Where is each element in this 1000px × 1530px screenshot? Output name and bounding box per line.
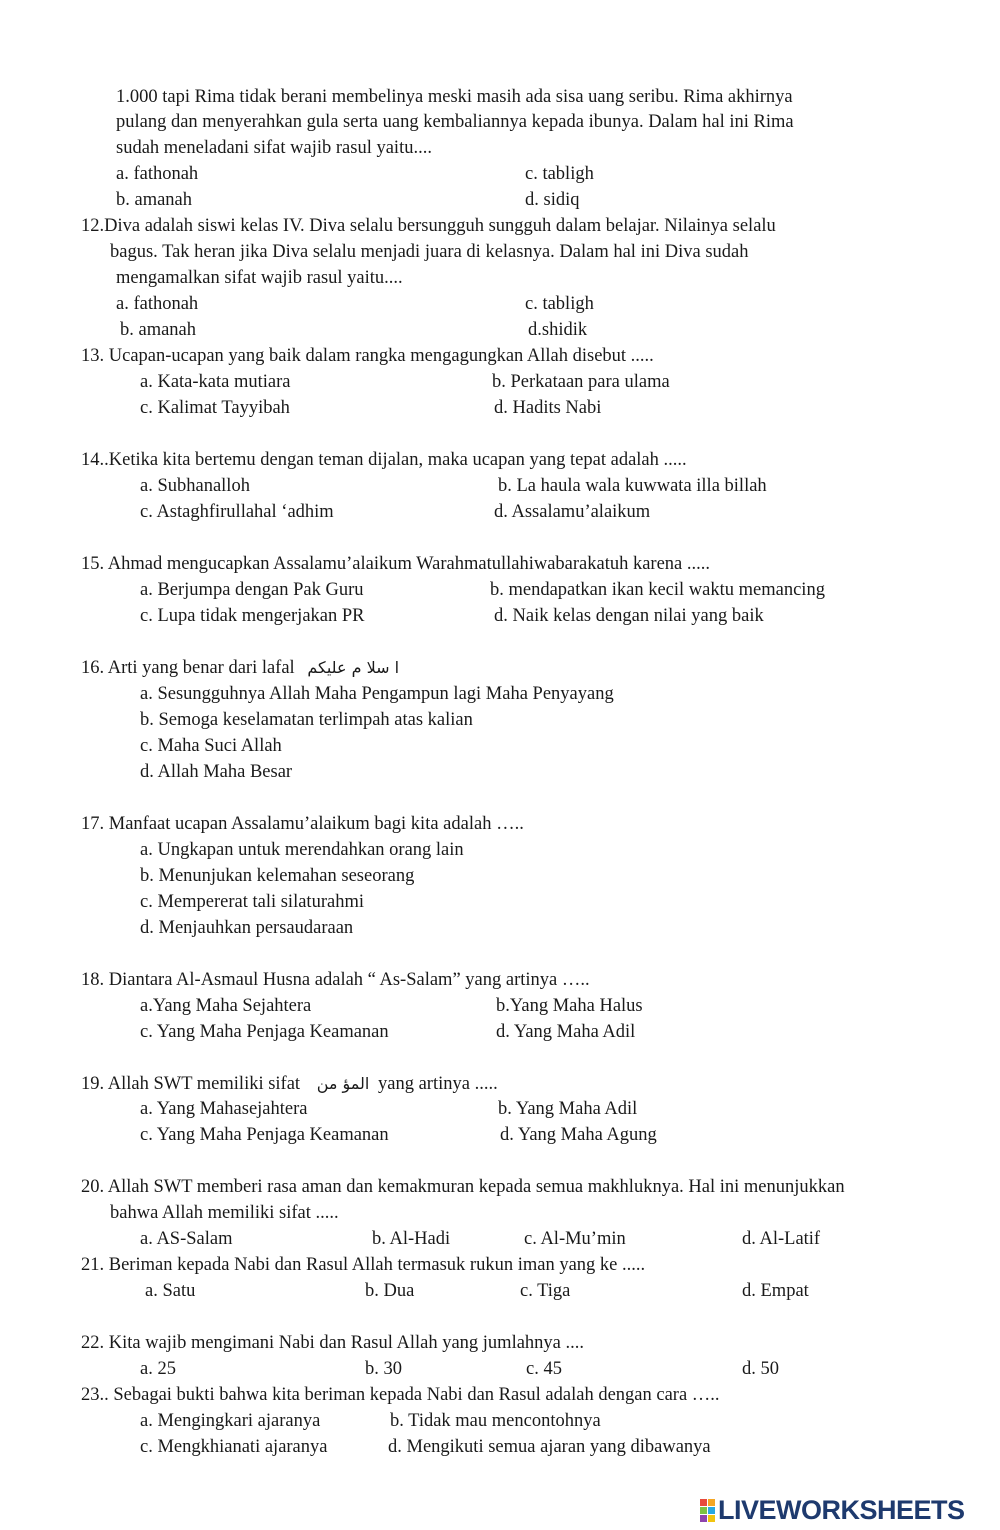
q17-option-b: b. Menunjukan kelemahan seseorang [140,866,415,886]
q11-option-b: b. amanah [116,190,193,210]
q22-option-b: b. 30 [365,1359,402,1379]
q17-option-a: a. Ungkapan untuk merendahkan orang lain [140,840,464,860]
q16-arabic-phrase: ا سلا م عليكم [307,658,400,677]
q19-option-d: d. Yang Maha Agung [500,1125,657,1145]
liveworksheets-brand-text: LIVEWORKSHEETS [718,1494,965,1525]
q17-option-d: d. Menjauhkan persaudaraan [140,918,354,938]
q22-option-a: a. 25 [140,1359,176,1379]
q16-stem [81,656,399,680]
q13-stem: 13. Ucapan-ucapan yang baik dalam rangka mengagungkan Allah disebut ..... [81,346,654,366]
q11-option-c: c. tabligh [525,164,594,184]
q11-option-a: a. fathonah [116,164,199,184]
q18-option-a: a.Yang Maha Sejahtera [140,996,312,1016]
q20-option-b: b. Al-Hadi [372,1229,451,1249]
q20-option-d: d. Al-Latif [742,1229,821,1249]
q16-option-d: d. Allah Maha Besar [140,762,293,782]
q14-option-b: b. La haula wala kuwwata illa billah [498,476,767,496]
q19-option-c: c. Yang Maha Penjaga Keamanan [140,1125,389,1145]
q20-option-c: c. Al-Mu’min [524,1229,626,1249]
q13-option-d: d. Hadits Nabi [494,398,602,418]
q14-stem: 14..Ketika kita bertemu dengan teman dijalan, maka ucapan yang tepat adalah ..... [81,450,687,470]
q11-line3: sudah meneladani sifat wajib rasul yaitu.... [116,138,432,158]
q22-option-d: d. 50 [742,1359,779,1379]
q13-option-a: a. Kata-kata mutiara [140,372,291,392]
q19-option-a: a. Yang Mahasejahtera [140,1099,308,1119]
q23-option-a: a. Mengingkari ajaranya [140,1411,321,1431]
q18-option-c: c. Yang Maha Penjaga Keamanan [140,1022,389,1042]
q14-option-c: c. Astaghfirullahal ‘adhim [140,502,334,522]
q19-arabic-word: المؤ من [316,1074,370,1093]
q22-stem: 22. Kita wajib mengimani Nabi dan Rasul Allah yang jumlahnya .... [81,1333,585,1353]
q16-option-c: c. Maha Suci Allah [140,736,282,756]
q18-stem: 18. Diantara Al-Asmaul Husna adalah “ As-Salam” yang artinya ….. [81,970,590,990]
q12-option-b: b. amanah [120,320,197,340]
liveworksheets-logo [700,1494,965,1526]
q15-option-b: b. mendapatkan ikan kecil waktu memancing [490,580,825,600]
q18-option-d: d. Yang Maha Adil [496,1022,636,1042]
q14-option-a: a. Subhanalloh [140,476,250,496]
q11-option-d: d. sidiq [525,190,580,210]
q21-option-d: d. Empat [742,1281,809,1301]
q21-option-a: a. Satu [145,1281,196,1301]
q21-option-b: b. Dua [365,1281,415,1301]
q12-line2: bagus. Tak heran jika Diva selalu menjadi juara di kelasnya. Dalam hal ini Diva sudah [110,242,749,262]
q12-option-c: c. tabligh [525,294,594,314]
q23-option-d: d. Mengikuti semua ajaran yang dibawanya [388,1437,711,1457]
q15-stem: 15. Ahmad mengucapkan Assalamu’alaikum Warahmatullahiwabarakatuh karena ..... [81,554,711,574]
q12-line3: mengamalkan sifat wajib rasul yaitu.... [116,268,403,288]
q16-option-b: b. Semoga keselamatan terlimpah atas kalian [140,710,473,730]
q17-option-c: c. Mempererat tali silaturahmi [140,892,364,912]
q12-line1: 12.Diva adalah siswi kelas IV. Diva selalu bersungguh sungguh dalam belajar. Nilainya selalu [81,216,776,236]
q19-stem [81,1072,498,1096]
q19-option-b: b. Yang Maha Adil [498,1099,638,1119]
liveworksheets-logo-icon [700,1499,715,1522]
q12-option-a: a. fathonah [116,294,199,314]
q19-stem-text: 19. Allah SWT memiliki sifat [81,1074,301,1094]
q15-option-a: a. Berjumpa dengan Pak Guru [140,580,364,600]
q13-option-b: b. Perkataan para ulama [492,372,670,392]
q14-option-d: d. Assalamu’alaikum [494,502,651,522]
q21-option-c: c. Tiga [520,1281,571,1301]
q12-option-d: d.shidik [528,320,588,340]
q21-stem: 21. Beriman kepada Nabi dan Rasul Allah termasuk rukun iman yang ke ..... [81,1255,646,1275]
q23-option-b: b. Tidak mau mencontohnya [390,1411,601,1431]
q20-line2: bahwa Allah memiliki sifat ..... [110,1203,339,1223]
q18-option-b: b.Yang Maha Halus [496,996,643,1016]
q17-stem: 17. Manfaat ucapan Assalamu’alaikum bagi kita adalah ….. [81,814,524,834]
q16-stem-text: 16. Arti yang benar dari lafal [81,658,295,678]
q13-option-c: c. Kalimat Tayyibah [140,398,290,418]
q11-line1: 1.000 tapi Rima tidak berani membelinya meski masih ada sisa uang seribu. Rima akhirnya [116,87,793,107]
q20-option-a: a. AS-Salam [140,1229,233,1249]
q15-option-c: c. Lupa tidak mengerjakan PR [140,606,365,626]
q16-option-a: a. Sesungguhnya Allah Maha Pengampun lagi Maha Penyayang [140,684,614,704]
q15-option-d: d. Naik kelas dengan nilai yang baik [494,606,764,626]
q22-option-c: c. 45 [526,1359,562,1379]
q23-stem: 23.. Sebagai bukti bahwa kita beriman kepada Nabi dan Rasul adalah dengan cara ….. [81,1385,720,1405]
q19-stem-text-after: yang artinya ..... [378,1074,498,1094]
q11-line2: pulang dan menyerahkan gula serta uang kembaliannya kepada ibunya. Dalam hal ini Rima [116,112,794,132]
q20-line1: 20. Allah SWT memberi rasa aman dan kemakmuran kepada semua makhluknya. Hal ini menunjukkan [81,1177,845,1197]
q23-option-c: c. Mengkhianati ajaranya [140,1437,328,1457]
